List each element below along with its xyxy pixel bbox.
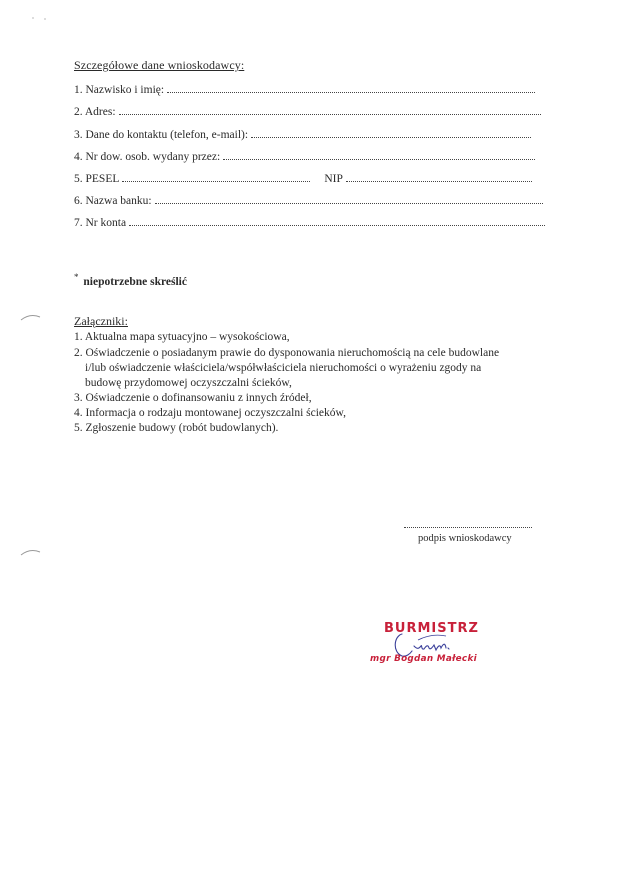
attachments-heading: Załączniki: — [74, 314, 128, 328]
note-text: niepotrzebne skreślić — [83, 275, 187, 288]
attachment-item-3: 3. Oświadczenie o dofinansowaniu z innych źródeł, — [74, 392, 312, 404]
field-address-input[interactable] — [119, 104, 541, 115]
field-account-input[interactable] — [129, 215, 545, 226]
field-nip-input[interactable] — [346, 171, 532, 182]
field-pesel-label: 5. PESEL — [74, 173, 120, 185]
field-bank — [74, 193, 543, 209]
note-marker: * — [74, 272, 79, 282]
attachment-item-1: 1. Aktualna mapa sytuacyjno – wysokościowa, — [74, 331, 290, 343]
field-address — [74, 104, 541, 120]
scan-mark-left-2 — [20, 547, 42, 557]
attachment-item-4: 4. Informacja o rodzaju montowanej oczyszczalni ścieków, — [74, 407, 346, 419]
field-contact-label: 3. Dane do kontaktu (telefon, e-mail): — [74, 129, 249, 141]
attachment-item-2: 2. Oświadczenie o posiadanym prawie do dysponowania nieruchomością na cele budowlane — [74, 347, 500, 359]
attachment-item-2-cont-1: i/lub oświadczenie właściciela/współwłaściciela nieruchomości o wyrażeniu zgody na — [85, 362, 482, 374]
stamp-title: BURMISTRZ — [384, 621, 479, 636]
stamp-official-name: mgr Bogdan Małecki — [370, 654, 477, 664]
field-address-label: 2. Adres: — [74, 106, 116, 118]
field-bank-input[interactable] — [155, 193, 543, 204]
field-pesel-nip — [74, 171, 532, 187]
field-name — [74, 82, 535, 98]
field-pesel-input[interactable] — [122, 171, 310, 182]
applicant-heading: Szczegółowe dane wnioskodawcy: — [74, 58, 245, 72]
strike-note — [74, 272, 187, 288]
field-contact-input[interactable] — [251, 127, 531, 138]
field-id-input[interactable] — [223, 149, 535, 160]
field-account — [74, 215, 545, 231]
field-name-label: 1. Nazwisko i imię: — [74, 84, 165, 96]
scan-mark-top — [30, 14, 50, 22]
field-id — [74, 149, 535, 165]
field-nip-label: NIP — [324, 173, 343, 185]
field-id-label: 4. Nr dow. osob. wydany przez: — [74, 151, 221, 163]
field-account-label: 7. Nr konta — [74, 217, 127, 229]
attachment-item-2-cont-2: budowę przydomowej oczyszczalni ścieków, — [85, 377, 292, 389]
signature-label: podpis wnioskodawcy — [418, 533, 512, 544]
attachment-item-5: 5. Zgłoszenie budowy (robót budowlanych). — [74, 422, 279, 434]
field-bank-label: 6. Nazwa banku: — [74, 195, 152, 207]
scan-mark-left-1 — [20, 312, 42, 322]
signature-line[interactable] — [404, 519, 532, 528]
field-name-input[interactable] — [167, 82, 535, 93]
field-contact — [74, 127, 531, 143]
